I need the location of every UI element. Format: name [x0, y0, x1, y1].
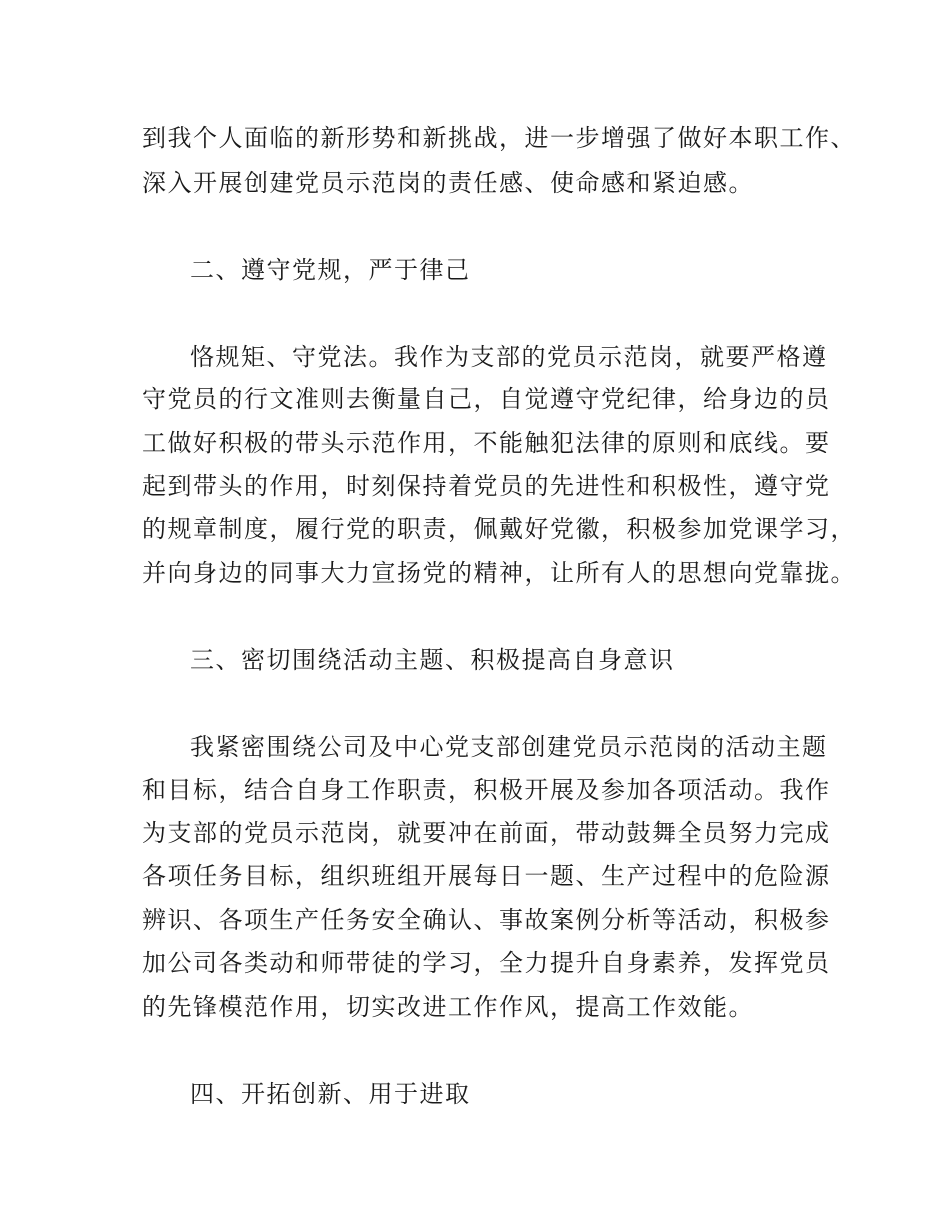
paragraph-line: 工做好积极的带头示范作用，不能触犯法律的原则和底线。要 — [142, 429, 831, 457]
paragraph-line: 辨识、各项生产任务安全确认、事故案例分析等活动，积极参 — [142, 906, 831, 934]
section-heading-3: 三、密切围绕活动主题、积极提高自身意识 — [190, 646, 675, 674]
paragraph-line: 的规章制度，履行党的职责，佩戴好党徽，积极参加党课学习， — [142, 515, 856, 543]
paragraph-line: 加公司各类动和师带徒的学习，全力提升自身素养，发挥党员 — [142, 949, 831, 977]
paragraph-line: 和目标，结合自身工作职责，积极开展及参加各项活动。我作 — [142, 776, 831, 804]
paragraph-line: 到我个人面临的新形势和新挑战，进一步增强了做好本职工作、 — [142, 124, 856, 152]
paragraph-line: 守党员的行文准则去衡量自己，自觉遵守党纪律，给身边的员 — [142, 385, 831, 413]
paragraph-line: 为支部的党员示范岗，就要冲在前面，带动鼓舞全员努力完成 — [142, 819, 831, 847]
paragraph-line: 我紧密围绕公司及中心党支部创建党员示范岗的活动主题 — [190, 733, 828, 761]
paragraph-line: 深入开展创建党员示范岗的责任感、使命感和紧迫感。 — [142, 169, 754, 197]
section-heading-2: 二、遵守党规，严于律己 — [190, 256, 471, 284]
section-heading-4: 四、开拓创新、用于进取 — [190, 1080, 471, 1108]
paragraph-line: 起到带头的作用，时刻保持着党员的先进性和积极性，遵守党 — [142, 472, 831, 500]
paragraph-line: 恪规矩、守党法。我作为支部的党员示范岗，就要严格遵 — [190, 343, 828, 371]
paragraph-line: 并向身边的同事大力宣扬党的精神，让所有人的思想向党靠拢。 — [142, 559, 856, 587]
paragraph-line: 的先锋模范作用，切实改进工作作风，提高工作效能。 — [142, 993, 754, 1021]
paragraph-line: 各项任务目标，组织班组开展每日一题、生产过程中的危险源 — [142, 862, 831, 890]
